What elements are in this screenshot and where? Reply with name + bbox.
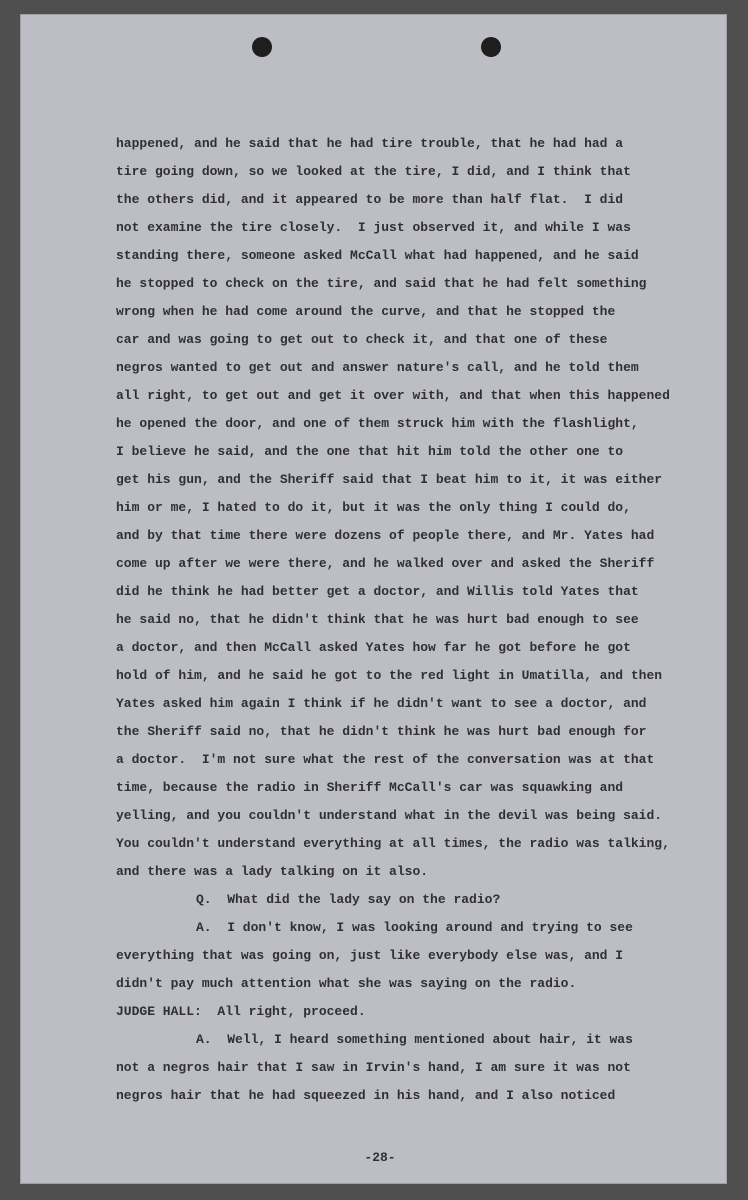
text-line: not examine the tire closely. I just observed it, and while I was: [116, 220, 631, 235]
text-line: everything that was going on, just like everybody else was, and I: [116, 948, 624, 963]
text-line: him or me, I hated to do it, but it was the only thing I could do,: [116, 500, 631, 515]
text-line: happened, and he said that he had tire trouble, that he had had a: [116, 136, 624, 151]
text-line: he opened the door, and one of them struck him with the flashlight,: [116, 416, 639, 431]
text-line: I believe he said, and the one that hit him told the other one to: [116, 444, 624, 459]
text-line: the Sheriff said no, that he didn't think he was hurt bad enough for: [116, 724, 647, 739]
document-page: [20, 14, 727, 1184]
text-line: come up after we were there, and he walked over and asked the Sheriff: [116, 556, 655, 571]
text-line: and by that time there were dozens of people there, and Mr. Yates had: [116, 528, 655, 543]
question-line: Q. What did the lady say on the radio?: [196, 892, 501, 907]
text-line: didn't pay much attention what she was saying on the radio.: [116, 976, 577, 991]
answer-line: A. I don't know, I was looking around and trying to see: [196, 920, 633, 935]
text-line: negros hair that he had squeezed in his hand, and I also noticed: [116, 1088, 616, 1103]
answer-line: A. Well, I heard something mentioned about hair, it was: [196, 1032, 633, 1047]
text-line: a doctor, and then McCall asked Yates how far he got before he got: [116, 640, 631, 655]
text-line: time, because the radio in Sheriff McCall's car was squawking and: [116, 780, 624, 795]
text-line: standing there, someone asked McCall what had happened, and he said: [116, 248, 639, 263]
punch-hole: [481, 37, 501, 57]
text-line: a doctor. I'm not sure what the rest of the conversation was at that: [116, 752, 655, 767]
text-line: he said no, that he didn't think that he was hurt bad enough to see: [116, 612, 639, 627]
text-line: wrong when he had come around the curve, and that he stopped the: [116, 304, 616, 319]
text-line: did he think he had better get a doctor, and Willis told Yates that: [116, 584, 639, 599]
text-line: all right, to get out and get it over with, and that when this happened: [116, 388, 670, 403]
text-line: hold of him, and he said he got to the red light in Umatilla, and then: [116, 668, 663, 683]
speaker-line: JUDGE HALL: All right, proceed.: [116, 1004, 366, 1019]
text-line: negros wanted to get out and answer nature's call, and he told them: [116, 360, 639, 375]
text-line: yelling, and you couldn't understand what in the devil was being said.: [116, 808, 663, 823]
text-line: tire going down, so we looked at the tire, I did, and I think that: [116, 164, 631, 179]
text-line: not a negros hair that I saw in Irvin's hand, I am sure it was not: [116, 1060, 631, 1075]
text-line: the others did, and it appeared to be more than half flat. I did: [116, 192, 624, 207]
text-line: car and was going to get out to check it, and that one of these: [116, 332, 608, 347]
punch-hole: [252, 37, 272, 57]
text-line: Yates asked him again I think if he didn't want to see a doctor, and: [116, 696, 647, 711]
text-line: he stopped to check on the tire, and said that he had felt something: [116, 276, 647, 291]
page-number: -28-: [364, 1150, 396, 1165]
text-line: You couldn't understand everything at all times, the radio was talking,: [116, 836, 670, 851]
text-line: and there was a lady talking on it also.: [116, 864, 429, 879]
text-line: get his gun, and the Sheriff said that I beat him to it, it was either: [116, 472, 663, 487]
